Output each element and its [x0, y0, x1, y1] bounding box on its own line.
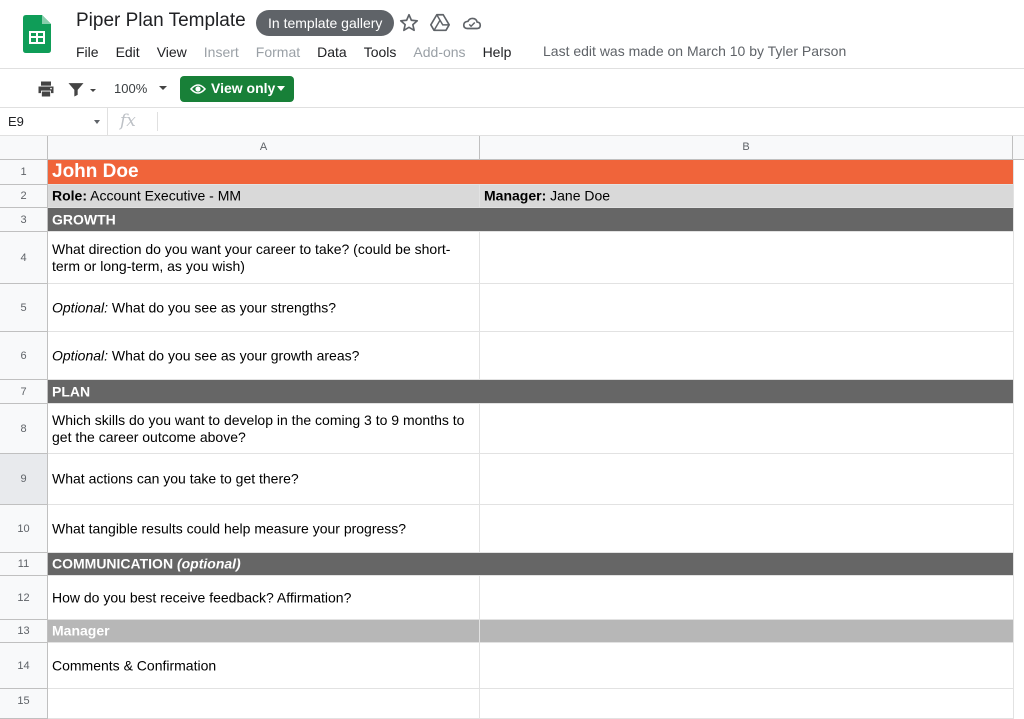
app-header	[0, 0, 1024, 68]
row-header[interactable]: 8	[0, 404, 48, 454]
spreadsheet-grid[interactable]	[0, 136, 1024, 707]
last-edit-link[interactable]: Last edit was made on March 10 by Tyler Parson	[543, 43, 847, 59]
column-header-c[interactable]	[1013, 136, 1024, 160]
view-only-button[interactable]	[180, 76, 294, 102]
question-cell[interactable]: What direction do you want your career to take? (could be short-term or long-term, as you wish)	[48, 232, 480, 284]
row-header[interactable]: 7	[0, 380, 48, 404]
template-gallery-badge[interactable]: In template gallery	[256, 10, 394, 36]
name-box[interactable]	[0, 108, 108, 135]
cloud-icon[interactable]	[461, 12, 483, 34]
row-header[interactable]: 6	[0, 332, 48, 380]
chevron-down-icon	[93, 119, 101, 125]
question-cell[interactable]: Which skills do you want to develop in the coming 3 to 9 months to get the career outcome above?	[48, 404, 480, 454]
answer-cell[interactable]	[480, 454, 1014, 505]
empty-cell[interactable]	[480, 689, 1014, 719]
row-header[interactable]: 12	[0, 576, 48, 620]
menu-tools[interactable]: Tools	[363, 44, 397, 60]
eye-icon	[190, 82, 206, 96]
menu-edit[interactable]: Edit	[115, 44, 140, 60]
section-header-manager[interactable]: Manager	[48, 620, 480, 643]
menu-data[interactable]: Data	[317, 44, 347, 60]
question-cell[interactable]: What tangible results could help measure your progress?	[48, 505, 480, 553]
zoom-caret-icon[interactable]	[157, 82, 169, 94]
answer-cell[interactable]	[480, 232, 1014, 284]
filter-icon[interactable]	[66, 79, 86, 99]
row-header-selected[interactable]: 9	[0, 454, 48, 505]
question-cell[interactable]: How do you best receive feedback? Affirmation?	[48, 576, 480, 620]
menu-view[interactable]: View	[156, 44, 187, 60]
section-header-communication[interactable]: COMMUNICATION (optional)	[48, 553, 1014, 576]
employee-name-cell[interactable]: John Doe	[48, 160, 1014, 185]
row-header[interactable]: 14	[0, 643, 48, 689]
drive-icon[interactable]	[429, 12, 451, 34]
zoom-select[interactable]: 100%	[114, 81, 148, 96]
answer-cell[interactable]	[480, 505, 1014, 553]
answer-cell[interactable]	[480, 643, 1014, 689]
toolbar	[0, 68, 1024, 108]
filter-caret-icon[interactable]	[89, 88, 97, 94]
formula-bar	[0, 108, 1024, 136]
manager-name-cell[interactable]: Manager: Jane Doe	[480, 185, 1014, 208]
formula-separator	[157, 112, 158, 131]
row-header[interactable]: 15	[0, 689, 48, 719]
sheets-logo-icon[interactable]	[23, 15, 51, 53]
menu-insert[interactable]: Insert	[203, 44, 239, 60]
menu-format[interactable]: Format	[255, 44, 301, 60]
answer-cell[interactable]	[480, 284, 1014, 332]
row-header[interactable]: 4	[0, 232, 48, 284]
row-header[interactable]: 10	[0, 505, 48, 553]
empty-cell[interactable]	[48, 689, 480, 719]
question-cell[interactable]: Comments & Confirmation	[48, 643, 480, 689]
answer-cell[interactable]	[480, 332, 1014, 380]
row-header[interactable]: 13	[0, 620, 48, 643]
document-title[interactable]: Piper Plan Template	[76, 10, 246, 31]
fx-icon: fx	[120, 111, 136, 131]
row-header[interactable]: 3	[0, 208, 48, 232]
star-icon[interactable]	[398, 12, 420, 34]
role-cell[interactable]: Role: Account Executive - MM	[48, 185, 480, 208]
menu-help[interactable]: Help	[482, 44, 512, 60]
select-all-corner[interactable]	[0, 136, 48, 160]
column-header-a[interactable]: A	[48, 136, 480, 160]
print-icon[interactable]	[36, 79, 56, 99]
manager-header-cell-b[interactable]	[480, 620, 1014, 643]
menu-addons[interactable]: Add-ons	[413, 44, 466, 60]
question-cell[interactable]: What actions can you take to get there?	[48, 454, 480, 505]
view-only-label: View only	[211, 80, 276, 96]
menu-file[interactable]: File	[76, 44, 99, 60]
question-cell[interactable]: Optional: What do you see as your growth areas?	[48, 332, 480, 380]
column-header-b[interactable]: B	[480, 136, 1013, 160]
answer-cell[interactable]	[480, 576, 1014, 620]
section-header-plan[interactable]: PLAN	[48, 380, 1014, 404]
row-header[interactable]: 11	[0, 553, 48, 576]
cell-reference: E9	[8, 114, 24, 129]
chevron-down-icon	[276, 85, 286, 93]
row-header[interactable]: 1	[0, 160, 48, 185]
row-header[interactable]: 2	[0, 185, 48, 208]
menu-bar	[76, 42, 528, 62]
section-header-growth[interactable]: GROWTH	[48, 208, 1014, 232]
answer-cell[interactable]	[480, 404, 1014, 454]
row-header[interactable]: 5	[0, 284, 48, 332]
question-cell[interactable]: Optional: What do you see as your strengths?	[48, 284, 480, 332]
